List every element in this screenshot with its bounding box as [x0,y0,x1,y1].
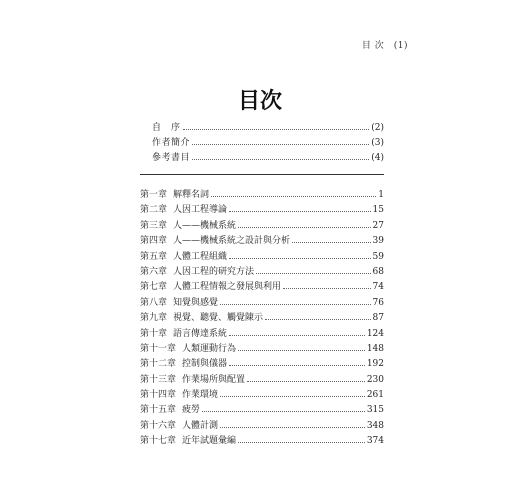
chapter-number: 第四章 [140,236,168,247]
chapter-page: 261 [366,390,384,401]
chapter-number: 第九章 [140,313,168,324]
section-divider [140,174,384,175]
chapter-title: 作業場所與配置 [182,374,246,385]
front-matter-list [152,121,384,166]
chapter-title: 人——機械系統之設計與分析 [173,236,291,247]
chapter-page: 315 [366,405,384,416]
chapter-item [140,311,384,326]
chapter-page: 192 [366,359,384,370]
chapter-number: 第八章 [140,297,168,308]
chapter-number: 第十章 [140,328,168,339]
front-matter-item [152,136,384,151]
chapter-item [140,388,384,403]
chapter-number: 第十五章 [140,405,177,416]
chapter-page: 27 [372,220,384,231]
chapter-title: 控制與儀器 [182,359,228,370]
leader-dots [247,380,365,382]
leader-dots [220,426,365,428]
leader-dots [220,395,365,397]
chapter-page: 348 [366,420,384,431]
chapter-item [140,296,384,311]
chapter-page: 124 [366,328,384,339]
chapter-title: 人體工程組織 [173,251,228,262]
chapter-item [140,280,384,295]
chapter-number: 第一章 [140,190,168,200]
chapter-number: 第十四章 [140,390,177,401]
chapter-title: 人體計測 [182,420,219,431]
chapter-item [140,203,384,218]
leader-dots [229,334,365,336]
chapter-number: 第七章 [140,282,168,293]
chapter-title: 語言傳達系統 [173,328,228,339]
chapter-item [140,342,384,357]
chapter-page: 68 [372,266,384,277]
running-head: 目 次 (1) [361,41,408,51]
chapter-item [140,234,384,249]
front-matter-item [152,121,384,136]
chapter-page: 148 [366,343,384,354]
chapter-item [140,327,384,342]
page-title: 目次 [237,89,282,114]
leader-dots [202,410,365,412]
leader-dots [211,195,376,197]
leader-dots [229,210,371,212]
chapter-item [140,357,384,372]
chapter-number: 第十三章 [140,374,177,385]
chapter-item [140,419,384,434]
chapter-title: 近年試題彙編 [182,436,237,447]
chapter-list [140,188,384,450]
leader-dots [229,364,365,366]
leader-dots [283,287,371,289]
chapter-title: 視覺、聽覺、觸覺陳示 [173,313,264,324]
chapter-page: 39 [372,236,384,247]
front-matter-label: 自 序 [152,123,181,133]
chapter-item [140,250,384,265]
chapter-title: 人體工程情報之發展與利用 [173,282,282,293]
chapter-title: 人類運動行為 [182,343,237,354]
leader-dots [292,241,371,243]
chapter-number: 第十七章 [140,436,177,447]
chapter-page: 374 [366,436,384,447]
chapter-title: 人因工程的研究方法 [173,266,255,277]
front-matter-page: (2) [371,123,384,133]
leader-dots [238,441,365,443]
chapter-number: 第六章 [140,266,168,277]
front-matter-label: 作者簡介 [152,138,191,148]
chapter-item [140,219,384,234]
chapter-number: 第十一章 [140,343,177,354]
chapter-title: 知覺與感覺 [173,297,219,308]
chapter-page: 230 [366,374,384,385]
leader-dots [192,158,369,160]
leader-dots [265,318,371,320]
leader-dots [229,257,371,259]
chapter-item [140,188,384,203]
chapter-number: 第二章 [140,205,168,216]
chapter-item [140,373,384,388]
leader-dots [183,128,370,130]
chapter-page: 59 [372,251,384,262]
leader-dots [220,303,371,305]
front-matter-page: (3) [371,138,384,148]
chapter-title: 人因工程導論 [173,205,228,216]
chapter-page: 15 [372,205,384,216]
chapter-title: 作業環境 [182,390,219,401]
chapter-item [140,265,384,280]
chapter-title: 疲勞 [182,405,201,416]
front-matter-label: 參考書目 [152,153,191,163]
chapter-number: 第三章 [140,220,168,231]
front-matter-page: (4) [371,153,384,163]
chapter-number: 第十二章 [140,359,177,370]
front-matter-item [152,151,384,166]
chapter-number: 第十六章 [140,420,177,431]
leader-dots [238,349,365,351]
chapter-item [140,403,384,418]
leader-dots [192,143,369,145]
chapter-item [140,434,384,449]
chapter-page: 76 [372,297,384,308]
chapter-title: 人——機械系統 [173,220,237,231]
chapter-title: 解釋名詞 [173,190,210,200]
leader-dots [256,272,371,274]
chapter-page: 74 [372,282,384,293]
chapter-page: 87 [372,313,384,324]
leader-dots [238,226,371,228]
chapter-page: 1 [378,190,384,200]
chapter-number: 第五章 [140,251,168,262]
